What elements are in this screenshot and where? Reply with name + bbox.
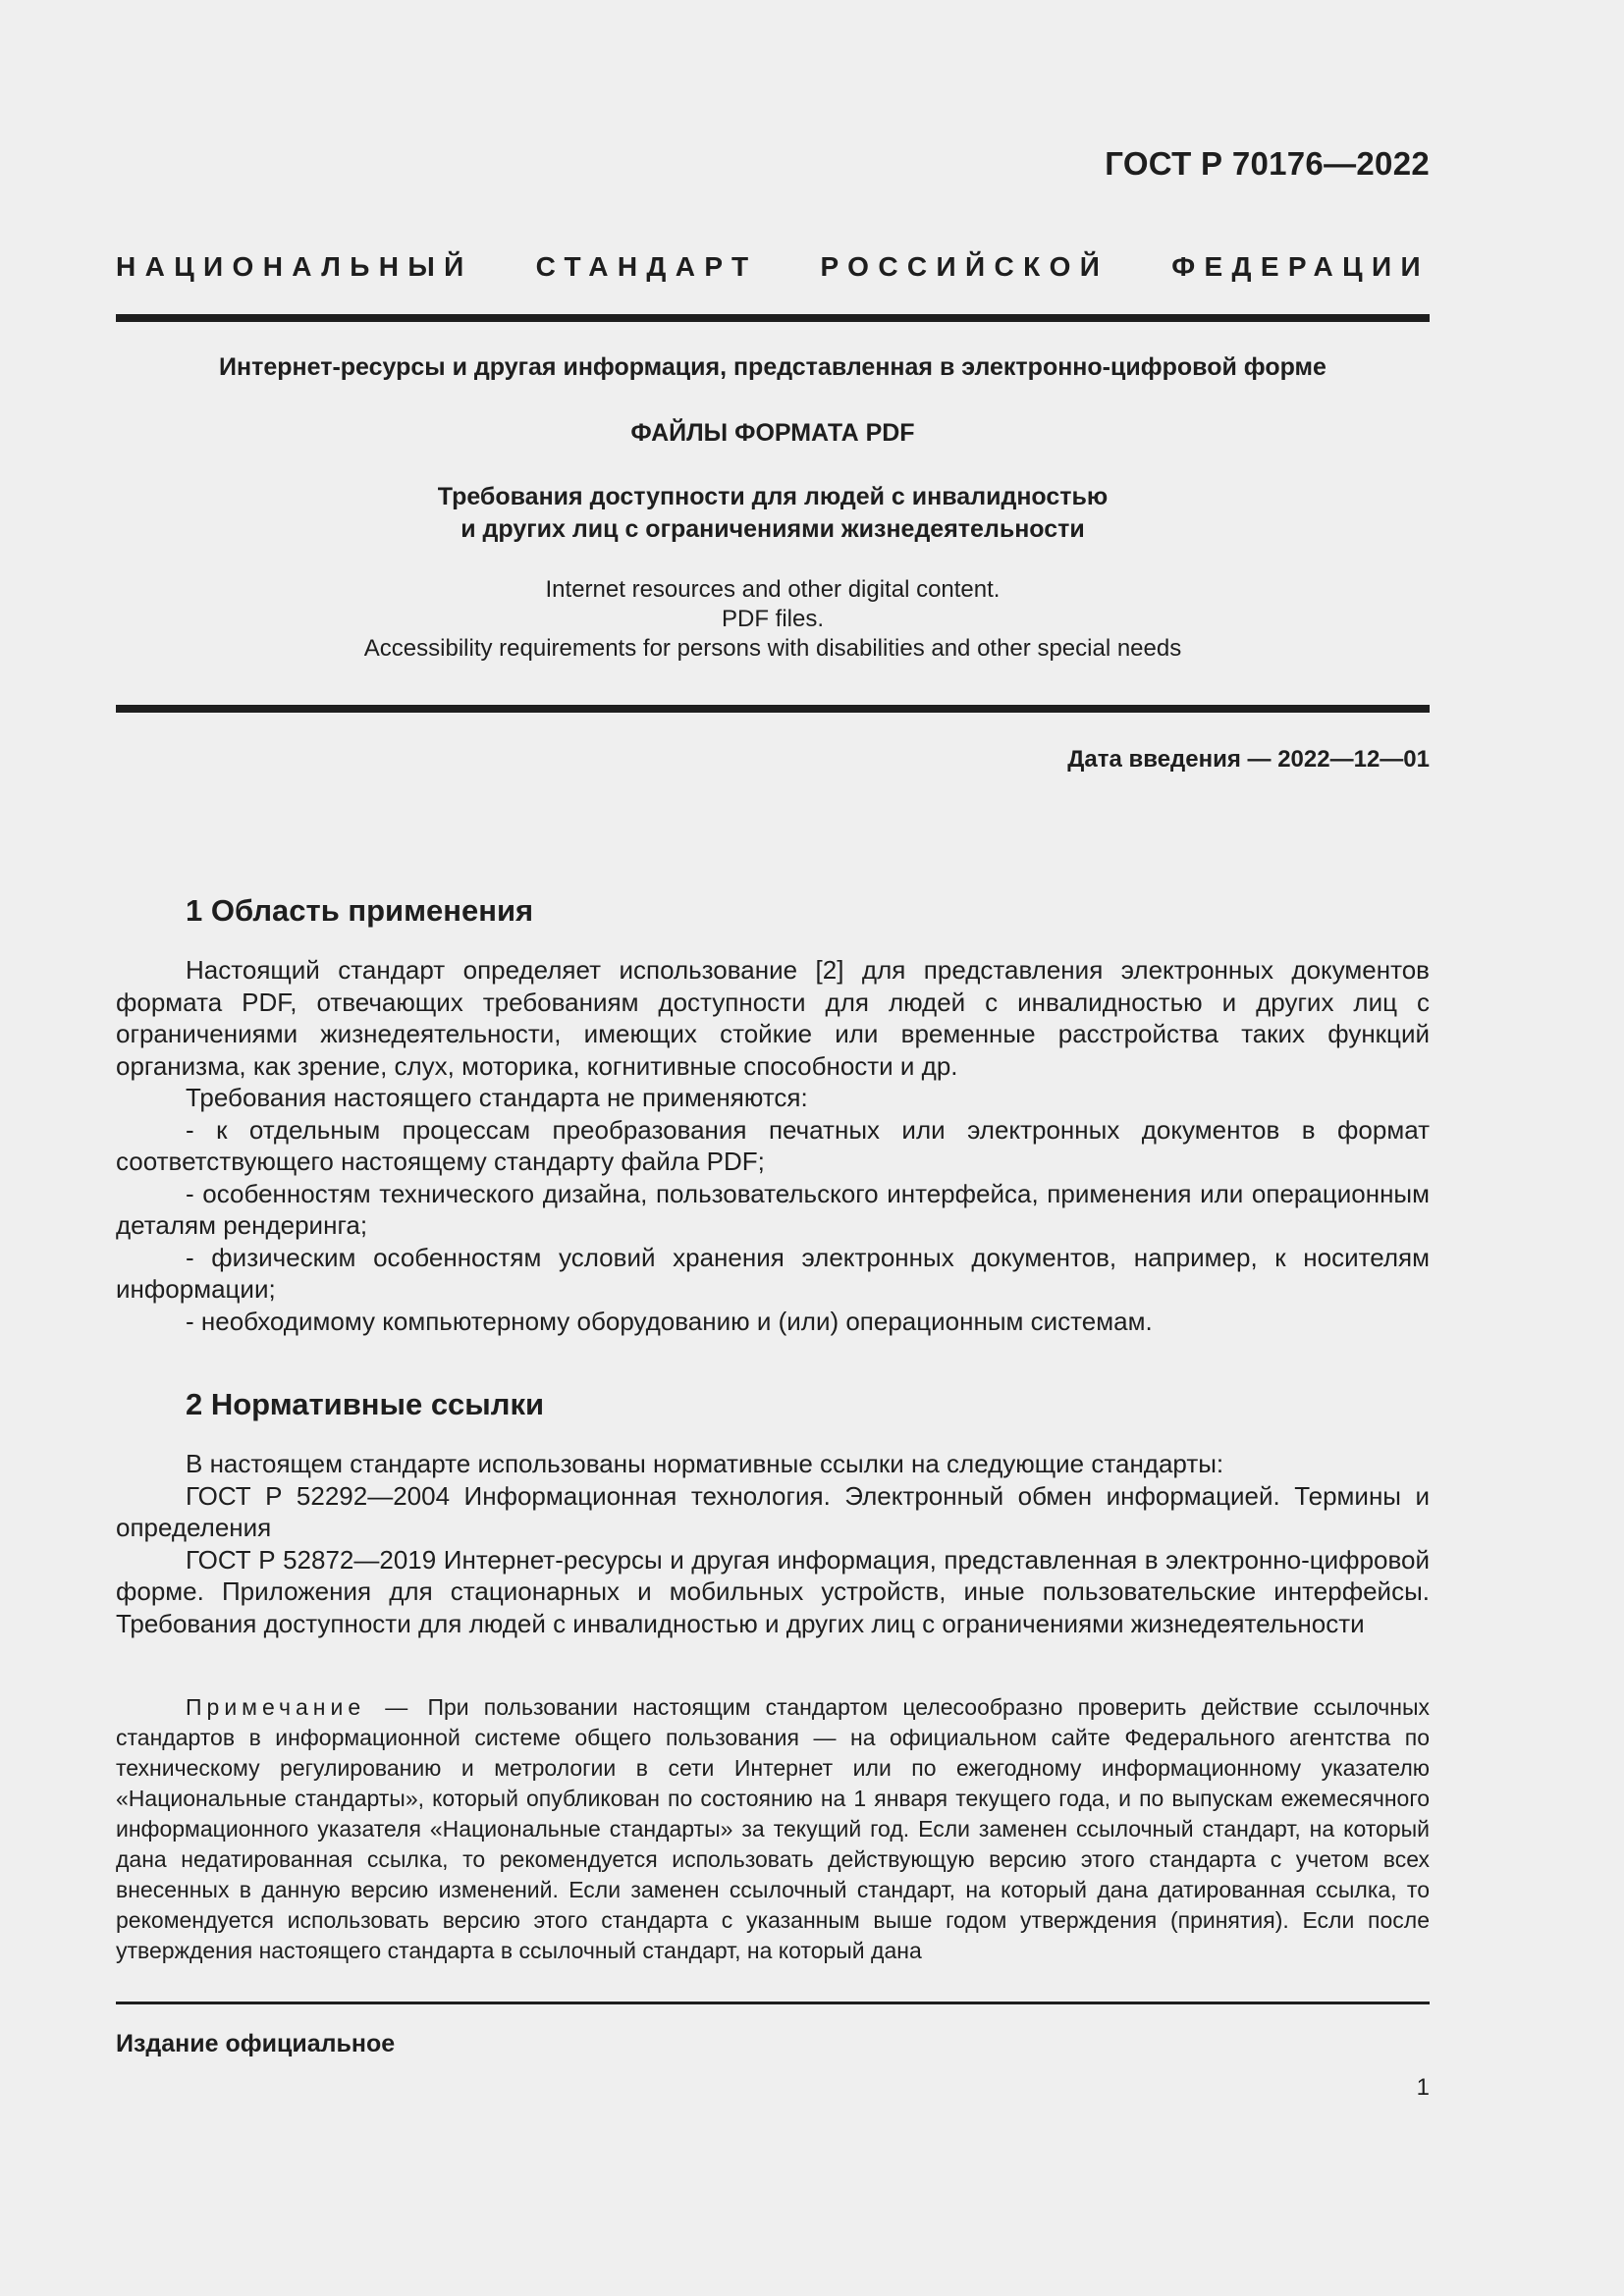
top-divider	[116, 314, 1430, 322]
document-page	[116, 0, 1430, 2296]
note	[116, 1692, 1430, 1966]
title-line-2: ФАЙЛЫ ФОРМАТА PDF	[630, 419, 915, 447]
edition-label: Издание официальное	[116, 2030, 396, 2057]
title-line-3a: Требования доступности для людей с инвалидностью	[437, 483, 1109, 510]
section-2-heading: 2 Нормативные ссылки	[186, 1387, 545, 1421]
list-item: - к отдельным процессам преобразования печатных или электронных документов в формат соответствующего настоящему стандарту файла PDF;	[116, 1114, 1430, 1176]
banner-word: ФЕДЕРАЦИИ	[1171, 251, 1430, 282]
title-bottom-divider	[116, 705, 1430, 713]
english-title-line-3: Accessibility requirements for persons with disabilities and other special needs	[363, 635, 1182, 662]
list-item: - физическим особенностям условий хранения электронных документов, например, к носителям информации;	[116, 1242, 1430, 1304]
date-of-introduction: Дата введения — 2022—12—01	[1067, 746, 1430, 773]
banner-word: РОССИЙСКОЙ	[820, 251, 1110, 282]
list-item: - особенностям технического дизайна, пользовательского интерфейса, применения или операционным деталям рендеринга;	[116, 1178, 1430, 1240]
title-line-3	[116, 481, 1430, 546]
banner-word: НАЦИОНАЛЬНЫЙ	[116, 251, 473, 282]
section-2-body	[116, 1448, 1430, 1639]
list-item: - необходимому компьютерному оборудованию и (или) операционным системам.	[186, 1306, 1153, 1336]
section-1-body	[116, 954, 1430, 1337]
page-number: 1	[1416, 2074, 1430, 2101]
footer-divider	[116, 2002, 1430, 2004]
banner-word: СТАНДАРТ	[535, 251, 758, 282]
paragraph: ГОСТ Р 52872—2019 Интернет-ресурсы и другая информация, представленная в электронно-цифровой форме. Приложения для стационарных и мобильных устройств, иные пользовательские интерфейсы. Требования доступности для людей с инвалидностью и других лиц с ограничениями жизнедеятельности	[116, 1544, 1430, 1638]
document-number: ГОСТ Р 70176—2022	[1105, 145, 1430, 182]
paragraph: В настоящем стандарте использованы нормативные ссылки на следующие стандарты:	[186, 1449, 1224, 1478]
english-title-line-2: PDF files.	[721, 606, 824, 632]
title-line-3b: и других лиц с ограничениями жизнедеятельности	[460, 515, 1085, 543]
national-standard-banner	[116, 251, 1430, 283]
paragraph: ГОСТ Р 52292—2004 Информационная технология. Электронный обмен информацией. Термины и определения	[116, 1480, 1430, 1542]
note-text: При пользовании настоящим стандартом целесообразно проверить действие ссылочных стандартов в информационной системе общего пользования — на официальном сайте Федерального агентства по техническому регулированию и метрологии в сети Интернет или по ежегодному информационному указателю «Национальные стандарты», который опубликован по состоянию на 1 января текущего года, и по выпускам ежемесячного информационного указателя «Национальные стандарты» за текущий год. Если заменен ссылочный стандарт, на который дана недатированная ссылка, то рекомендуется использовать действующую версию этого стандарта с учетом всех внесенных в данную версию изменений. Если заменен ссылочный стандарт, на который дана датированная ссылка, то рекомендуется использовать версию этого стандарта с указанным выше годом утверждения (принятия). Если после утверждения настоящего стандарта в ссылочный стандарт, на который дана	[116, 1694, 1431, 1963]
paragraph: Требования настоящего стандарта не применяются:	[186, 1083, 808, 1112]
english-title-line-1: Internet resources and other digital content.	[545, 576, 1001, 603]
note-label: Примечание —	[186, 1694, 413, 1720]
paragraph: Настоящий стандарт определяет использование [2] для представления электронных документов формата PDF, отвечающих требованиям доступности для людей с инвалидностью и других лиц с ограничениями жизнедеятельности, имеющих стойкие или временные расстройства таких функций организма, как зрение, слух, моторика, когнитивные способности и др.	[116, 955, 1430, 1081]
english-title	[116, 575, 1430, 664]
section-1-heading: 1 Область применения	[186, 893, 534, 928]
title-line-1: Интернет-ресурсы и другая информация, представленная в электронно-цифровой форме	[219, 353, 1326, 381]
